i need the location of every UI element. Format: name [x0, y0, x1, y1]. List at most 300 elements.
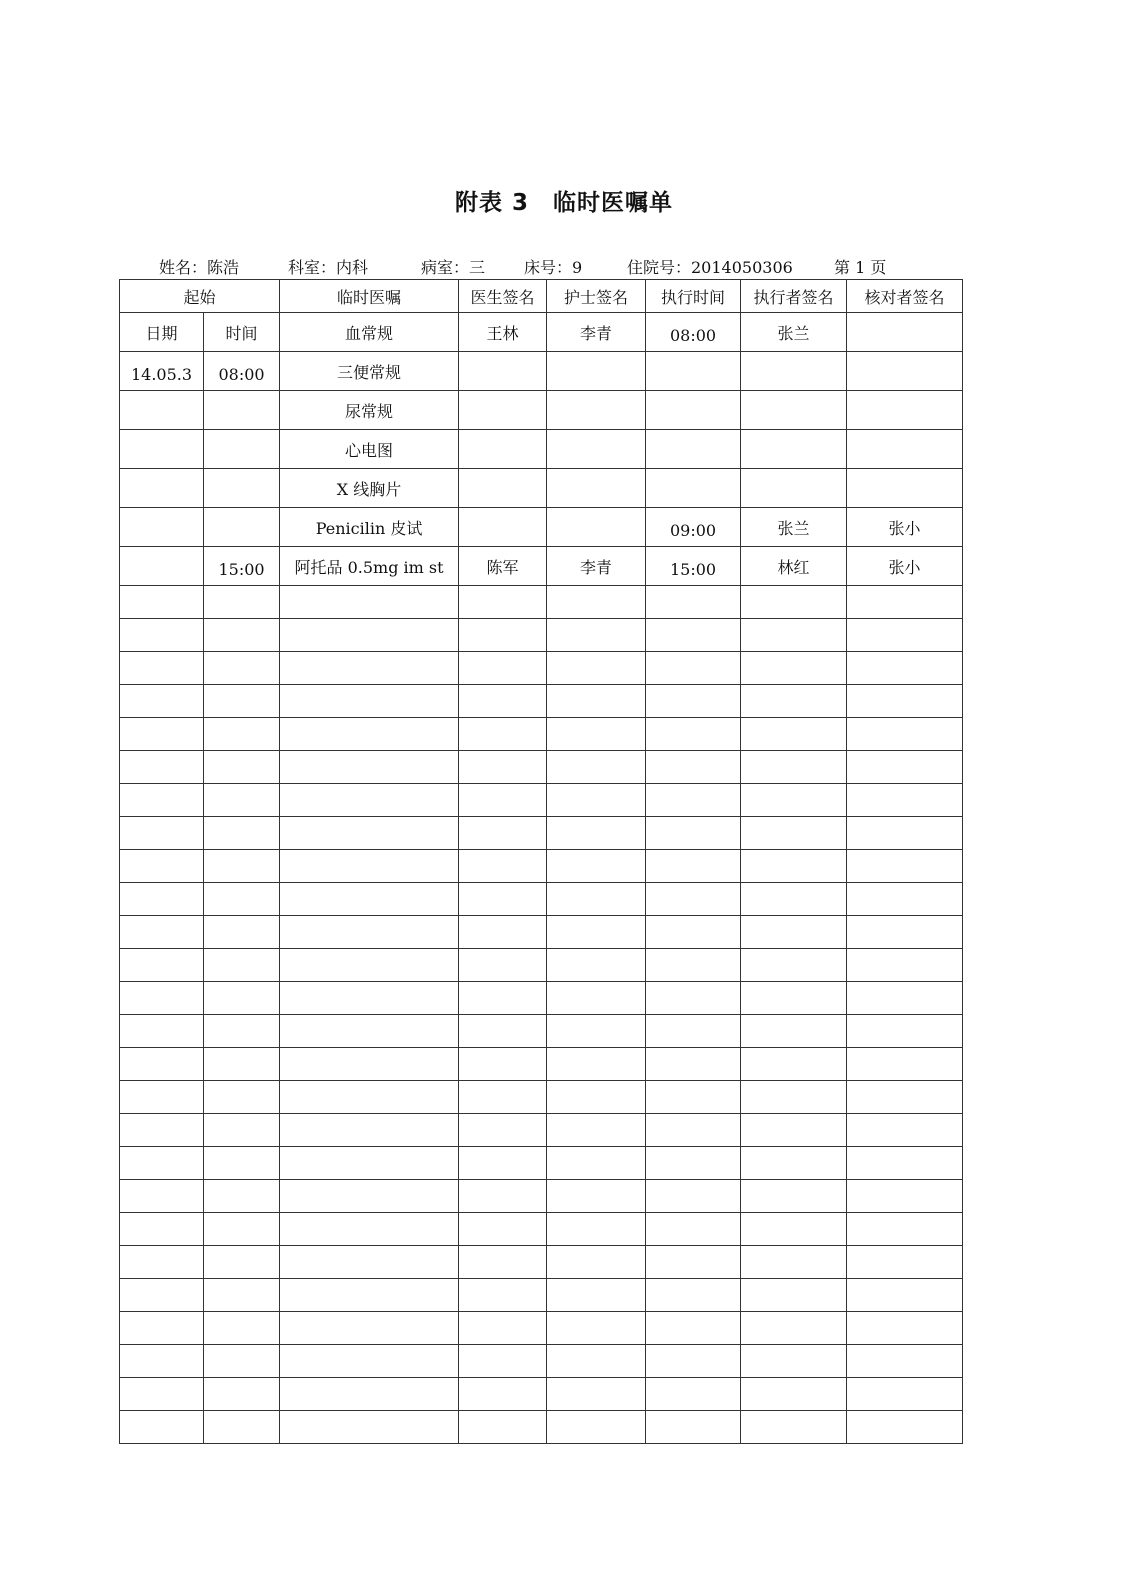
blank-cell — [280, 883, 459, 916]
blank-cell — [280, 1147, 459, 1180]
blank-cell — [741, 1180, 847, 1213]
nurse-cell — [547, 391, 646, 430]
blank-cell — [847, 1345, 963, 1378]
nurse-cell — [547, 352, 646, 391]
blank-cell — [547, 1180, 646, 1213]
patient-admission-no: 住院号：2014050306 — [627, 258, 793, 277]
nurse-cell — [547, 430, 646, 469]
blank-cell — [204, 1213, 280, 1246]
blank-cell — [741, 1114, 847, 1147]
doctor-cell — [459, 391, 547, 430]
blank-cell — [120, 784, 204, 817]
blank-cell — [120, 949, 204, 982]
blank-cell — [847, 685, 963, 718]
blank-cell — [280, 1048, 459, 1081]
header-time: 时间 — [204, 313, 280, 352]
blank-cell — [547, 850, 646, 883]
blank-cell — [120, 1147, 204, 1180]
blank-cell — [204, 652, 280, 685]
blank-cell — [120, 1180, 204, 1213]
blank-cell — [120, 1114, 204, 1147]
blank-cell — [547, 1147, 646, 1180]
order-cell: X 线胸片 — [280, 469, 459, 508]
blank-cell — [204, 982, 280, 1015]
header-doctor-sign: 医生签名 — [459, 280, 547, 313]
blank-cell — [459, 685, 547, 718]
blank-row — [120, 784, 963, 817]
blank-cell — [204, 1147, 280, 1180]
blank-cell — [741, 1279, 847, 1312]
blank-cell — [741, 1312, 847, 1345]
form-title-prefix: 附表 3 — [454, 190, 529, 216]
blank-cell — [204, 1312, 280, 1345]
subheader-row — [120, 313, 963, 352]
blank-row — [120, 817, 963, 850]
executor-cell: 张兰 — [741, 313, 847, 352]
blank-cell — [459, 949, 547, 982]
exec-time-cell — [646, 430, 741, 469]
blank-row — [120, 850, 963, 883]
blank-cell — [459, 586, 547, 619]
blank-cell — [204, 1114, 280, 1147]
blank-cell — [459, 1147, 547, 1180]
table-row — [120, 469, 963, 508]
exec-time-cell — [646, 469, 741, 508]
blank-cell — [459, 817, 547, 850]
blank-cell — [741, 1411, 847, 1444]
executor-cell — [741, 352, 847, 391]
blank-cell — [120, 817, 204, 850]
orders-table — [119, 279, 963, 1444]
form-title — [0, 184, 1128, 217]
order-cell: 血常规 — [280, 313, 459, 352]
doctor-cell — [459, 508, 547, 547]
blank-cell — [120, 1411, 204, 1444]
blank-row — [120, 1081, 963, 1114]
blank-cell — [280, 916, 459, 949]
blank-cell — [120, 1378, 204, 1411]
blank-cell — [646, 1015, 741, 1048]
blank-cell — [120, 685, 204, 718]
blank-cell — [204, 784, 280, 817]
blank-cell — [280, 652, 459, 685]
blank-cell — [280, 685, 459, 718]
blank-cell — [847, 1378, 963, 1411]
blank-cell — [847, 1180, 963, 1213]
nurse-cell — [547, 469, 646, 508]
blank-row — [120, 1378, 963, 1411]
header-row — [120, 280, 963, 313]
blank-cell — [547, 784, 646, 817]
blank-cell — [547, 586, 646, 619]
blank-cell — [547, 1378, 646, 1411]
date-cell — [120, 508, 204, 547]
doctor-cell — [459, 469, 547, 508]
blank-cell — [120, 850, 204, 883]
blank-cell — [459, 784, 547, 817]
blank-cell — [847, 1015, 963, 1048]
time-cell: 15:00 — [204, 547, 280, 586]
checker-cell — [847, 352, 963, 391]
header-exec-time: 执行时间 — [646, 280, 741, 313]
blank-cell — [547, 1213, 646, 1246]
blank-cell — [847, 784, 963, 817]
page-number: 第 1 页 — [834, 258, 887, 277]
blank-cell — [847, 652, 963, 685]
blank-row — [120, 718, 963, 751]
time-cell — [204, 469, 280, 508]
doctor-cell: 陈军 — [459, 547, 547, 586]
blank-cell — [120, 652, 204, 685]
blank-cell — [646, 586, 741, 619]
checker-cell — [847, 430, 963, 469]
blank-cell — [847, 1312, 963, 1345]
blank-cell — [646, 685, 741, 718]
blank-cell — [204, 1345, 280, 1378]
executor-cell — [741, 430, 847, 469]
blank-cell — [204, 718, 280, 751]
blank-cell — [847, 850, 963, 883]
doctor-cell: 王林 — [459, 313, 547, 352]
table-row — [120, 430, 963, 469]
blank-cell — [741, 883, 847, 916]
date-cell — [120, 547, 204, 586]
blank-row — [120, 883, 963, 916]
blank-cell — [280, 619, 459, 652]
blank-cell — [120, 1015, 204, 1048]
blank-cell — [847, 751, 963, 784]
blank-cell — [646, 916, 741, 949]
blank-cell — [547, 1279, 646, 1312]
blank-cell — [459, 652, 547, 685]
form-title-main: 临时医嘱单 — [553, 190, 673, 216]
date-cell: 14.05.3 — [120, 352, 204, 391]
blank-cell — [847, 586, 963, 619]
blank-cell — [847, 1048, 963, 1081]
blank-cell — [459, 1213, 547, 1246]
blank-cell — [459, 916, 547, 949]
blank-cell — [204, 1015, 280, 1048]
blank-row — [120, 1345, 963, 1378]
blank-cell — [547, 1048, 646, 1081]
blank-cell — [741, 850, 847, 883]
blank-cell — [120, 1279, 204, 1312]
table-row — [120, 352, 963, 391]
blank-cell — [120, 1345, 204, 1378]
order-cell: 三便常规 — [280, 352, 459, 391]
exec-time-cell: 09:00 — [646, 508, 741, 547]
blank-cell — [459, 1048, 547, 1081]
blank-cell — [547, 949, 646, 982]
blank-cell — [847, 883, 963, 916]
blank-cell — [741, 1048, 847, 1081]
exec-time-cell: 15:00 — [646, 547, 741, 586]
blank-cell — [646, 982, 741, 1015]
blank-cell — [459, 883, 547, 916]
blank-row — [120, 1279, 963, 1312]
blank-row — [120, 949, 963, 982]
time-cell: 08:00 — [204, 352, 280, 391]
blank-cell — [204, 949, 280, 982]
blank-cell — [204, 586, 280, 619]
time-cell — [204, 391, 280, 430]
doctor-cell — [459, 430, 547, 469]
checker-cell — [847, 469, 963, 508]
blank-row — [120, 586, 963, 619]
blank-cell — [280, 817, 459, 850]
blank-cell — [847, 1147, 963, 1180]
blank-cell — [646, 619, 741, 652]
blank-cell — [847, 1114, 963, 1147]
blank-cell — [459, 1312, 547, 1345]
blank-cell — [459, 718, 547, 751]
patient-bed: 床号：9 — [524, 258, 583, 277]
blank-row — [120, 1015, 963, 1048]
blank-cell — [547, 1345, 646, 1378]
blank-cell — [459, 1180, 547, 1213]
nurse-cell — [547, 508, 646, 547]
checker-cell — [847, 391, 963, 430]
nurse-cell: 李青 — [547, 313, 646, 352]
blank-cell — [847, 619, 963, 652]
blank-cell — [120, 1312, 204, 1345]
patient-department: 科室：内科 — [288, 258, 369, 277]
blank-row — [120, 1114, 963, 1147]
blank-cell — [204, 619, 280, 652]
blank-cell — [280, 1378, 459, 1411]
executor-cell: 林红 — [741, 547, 847, 586]
executor-cell: 张兰 — [741, 508, 847, 547]
blank-cell — [741, 949, 847, 982]
blank-cell — [741, 718, 847, 751]
checker-cell: 张小 — [847, 547, 963, 586]
exec-time-cell: 08:00 — [646, 313, 741, 352]
blank-cell — [547, 817, 646, 850]
exec-time-cell — [646, 391, 741, 430]
blank-row — [120, 1213, 963, 1246]
blank-cell — [547, 1015, 646, 1048]
blank-cell — [646, 850, 741, 883]
blank-row — [120, 1411, 963, 1444]
header-order: 临时医嘱 — [280, 280, 459, 313]
blank-cell — [547, 1114, 646, 1147]
blank-cell — [646, 1345, 741, 1378]
table-row — [120, 391, 963, 430]
exec-time-cell — [646, 352, 741, 391]
blank-cell — [280, 1180, 459, 1213]
blank-cell — [547, 1081, 646, 1114]
date-cell — [120, 391, 204, 430]
blank-cell — [120, 1213, 204, 1246]
blank-cell — [741, 982, 847, 1015]
blank-cell — [280, 751, 459, 784]
blank-cell — [204, 1048, 280, 1081]
patient-name: 姓名：陈浩 — [159, 258, 240, 277]
blank-cell — [280, 1114, 459, 1147]
blank-row — [120, 619, 963, 652]
blank-cell — [204, 916, 280, 949]
blank-cell — [120, 982, 204, 1015]
blank-cell — [120, 916, 204, 949]
blank-cell — [547, 652, 646, 685]
blank-cell — [646, 949, 741, 982]
date-cell — [120, 430, 204, 469]
blank-cell — [280, 586, 459, 619]
blank-cell — [847, 1081, 963, 1114]
table-row — [120, 508, 963, 547]
blank-cell — [120, 1048, 204, 1081]
blank-cell — [459, 982, 547, 1015]
blank-cell — [204, 1378, 280, 1411]
blank-cell — [280, 1279, 459, 1312]
blank-cell — [847, 1246, 963, 1279]
checker-cell — [847, 313, 963, 352]
blank-cell — [459, 1081, 547, 1114]
header-start: 起始 — [120, 280, 280, 313]
blank-cell — [741, 784, 847, 817]
blank-cell — [741, 1246, 847, 1279]
blank-row — [120, 1312, 963, 1345]
blank-cell — [459, 850, 547, 883]
blank-cell — [547, 883, 646, 916]
blank-cell — [646, 1411, 741, 1444]
blank-cell — [204, 817, 280, 850]
blank-cell — [547, 982, 646, 1015]
blank-row — [120, 751, 963, 784]
time-cell — [204, 508, 280, 547]
blank-cell — [847, 982, 963, 1015]
blank-cell — [741, 619, 847, 652]
blank-row — [120, 916, 963, 949]
blank-cell — [459, 1246, 547, 1279]
blank-cell — [280, 949, 459, 982]
blank-cell — [646, 1147, 741, 1180]
blank-cell — [646, 784, 741, 817]
blank-cell — [120, 718, 204, 751]
blank-cell — [646, 883, 741, 916]
header-date: 日期 — [120, 313, 204, 352]
blank-cell — [547, 1312, 646, 1345]
blank-cell — [204, 1246, 280, 1279]
blank-cell — [547, 1246, 646, 1279]
blank-cell — [547, 751, 646, 784]
header-checker-sign: 核对者签名 — [847, 280, 963, 313]
blank-row — [120, 1180, 963, 1213]
header-nurse-sign: 护士签名 — [547, 280, 646, 313]
blank-cell — [741, 1213, 847, 1246]
blank-cell — [847, 916, 963, 949]
doctor-cell — [459, 352, 547, 391]
blank-cell — [847, 1411, 963, 1444]
blank-cell — [646, 1180, 741, 1213]
blank-row — [120, 685, 963, 718]
blank-cell — [847, 718, 963, 751]
blank-cell — [280, 1015, 459, 1048]
blank-cell — [204, 850, 280, 883]
time-cell — [204, 430, 280, 469]
blank-cell — [547, 685, 646, 718]
blank-cell — [459, 1279, 547, 1312]
order-cell: 阿托品 0.5mg im st — [280, 547, 459, 586]
blank-cell — [120, 1246, 204, 1279]
blank-cell — [741, 817, 847, 850]
blank-cell — [459, 1015, 547, 1048]
blank-cell — [741, 1081, 847, 1114]
blank-row — [120, 1246, 963, 1279]
blank-cell — [547, 718, 646, 751]
blank-cell — [646, 1279, 741, 1312]
blank-cell — [741, 1345, 847, 1378]
blank-cell — [847, 817, 963, 850]
blank-cell — [741, 586, 847, 619]
blank-cell — [646, 652, 741, 685]
blank-cell — [847, 1213, 963, 1246]
blank-cell — [280, 1312, 459, 1345]
blank-cell — [459, 1378, 547, 1411]
blank-cell — [646, 1048, 741, 1081]
blank-cell — [547, 619, 646, 652]
blank-cell — [741, 916, 847, 949]
order-cell: Penicilin 皮试 — [280, 508, 459, 547]
blank-cell — [120, 619, 204, 652]
blank-cell — [741, 1147, 847, 1180]
blank-cell — [646, 817, 741, 850]
executor-cell — [741, 469, 847, 508]
blank-cell — [204, 1180, 280, 1213]
blank-cell — [847, 1279, 963, 1312]
blank-cell — [459, 619, 547, 652]
blank-cell — [741, 1378, 847, 1411]
blank-cell — [204, 883, 280, 916]
blank-cell — [280, 1345, 459, 1378]
blank-cell — [204, 1279, 280, 1312]
table-row — [120, 547, 963, 586]
blank-row — [120, 1147, 963, 1180]
blank-cell — [204, 1411, 280, 1444]
nurse-cell: 李青 — [547, 547, 646, 586]
blank-cell — [280, 982, 459, 1015]
blank-cell — [459, 1114, 547, 1147]
blank-cell — [646, 1378, 741, 1411]
blank-cell — [120, 883, 204, 916]
checker-cell: 张小 — [847, 508, 963, 547]
blank-cell — [459, 751, 547, 784]
blank-cell — [280, 718, 459, 751]
blank-cell — [741, 685, 847, 718]
blank-cell — [646, 1114, 741, 1147]
blank-cell — [280, 1213, 459, 1246]
blank-cell — [646, 1246, 741, 1279]
blank-cell — [280, 1246, 459, 1279]
blank-cell — [120, 1081, 204, 1114]
blank-cell — [280, 850, 459, 883]
blank-cell — [280, 1081, 459, 1114]
blank-cell — [646, 1213, 741, 1246]
blank-row — [120, 652, 963, 685]
order-cell: 心电图 — [280, 430, 459, 469]
blank-cell — [646, 751, 741, 784]
blank-cell — [204, 751, 280, 784]
blank-cell — [741, 1015, 847, 1048]
order-cell: 尿常规 — [280, 391, 459, 430]
blank-cell — [741, 652, 847, 685]
executor-cell — [741, 391, 847, 430]
blank-cell — [459, 1345, 547, 1378]
blank-cell — [120, 751, 204, 784]
blank-cell — [646, 1312, 741, 1345]
date-cell — [120, 469, 204, 508]
blank-cell — [280, 784, 459, 817]
